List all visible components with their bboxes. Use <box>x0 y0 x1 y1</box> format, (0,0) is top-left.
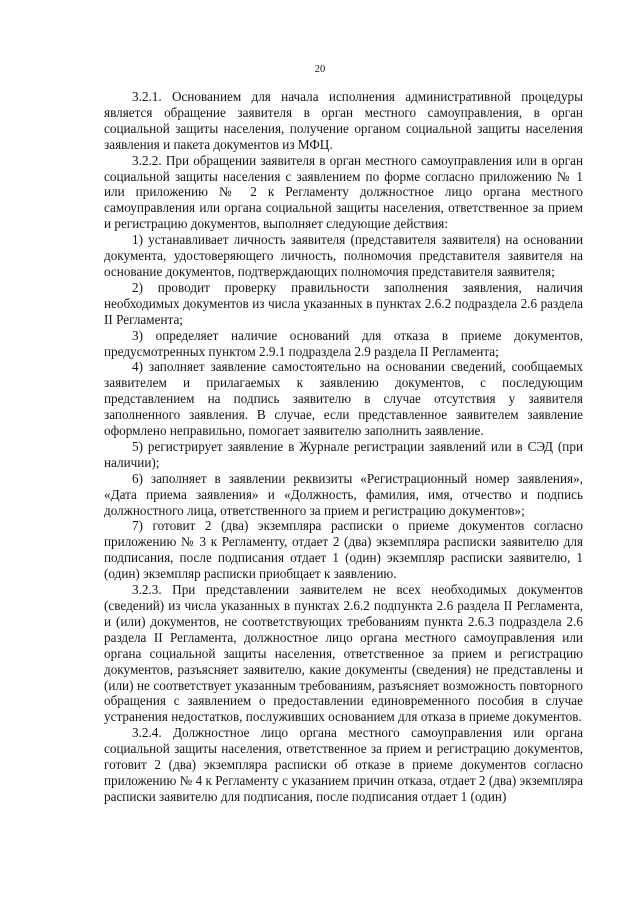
paragraph-3-2-3: 3.2.3. При представлении заявителем не всех необходимых документов (сведений) из числа указанных в пунктах 2.6.2 подпункта 2.6 раздела II Регламента, и (или) документов, не соответствующих требованиям пункта 2.6.3 подраздела 2.6 раздела II Регламента, должностное лицо органа местного самоуправления или органа социальной защиты населения, ответственное за прием и регистрацию документов, разъясняет заявителю, какие документы (сведения) не представлены и (или) не соответствует указанным требованиям, разъясняет возможность повторного обращения с заявлением о предоставлении единовременного пособия в случае устранения недостатков, послуживших основанием для отказа в приеме документов. <box>104 582 583 725</box>
paragraph-3-2-4: 3.2.4. Должностное лицо органа местного самоуправления или органа социальной защиты населения, ответственное за прием и регистрацию документов, готовит 2 (два) экземпляра расписки об отказе в приеме документов согласно приложению № 4 к Регламенту с указанием причин отказа, отдает 2 (два) экземпляра расписки заявителю для подписания, после подписания отдает 1 (один) <box>104 725 583 804</box>
list-item-7: 7) готовит 2 (два) экземпляра расписки о приеме документов согласно приложению № 3 к Регламенту, отдает 2 (два) экземпляра расписки заявителю для подписания, после подписания отдает 1 (один) экземпляр расписки заявителю, 1 (один) экземпляр расписки приобщает к заявлению. <box>104 518 583 582</box>
paragraph-3-2-2: 3.2.2. При обращении заявителя в орган местного самоуправления или в орган социальной защиты населения с заявлением по форме согласно приложению № 1 или приложению № 2 к Регламенту должностное лицо органа местного самоуправления или органа социальной защиты населения, ответственное за прием и регистрацию документов, выполняет следующие действия: <box>104 152 583 232</box>
list-item-2: 2) проводит проверку правильности заполнения заявления, наличия необходимых документов из числа указанных в пунктах 2.6.2 подраздела 2.6 раздела II Регламента; <box>104 279 583 327</box>
list-item-4: 4) заполняет заявление самостоятельно на основании сведений, сообщаемых заявителем и прилагаемых к заявлению документов, с последующим представлением на подпись заявителю в случае отсутствия у заявителя заполненного заявления. В случае, если представленное заявителем заявление оформлено неправильно, помогает заявителю заполнить заявление. <box>104 359 583 439</box>
document-body <box>104 89 583 805</box>
page-number: 20 <box>314 64 326 75</box>
paragraph-3-2-1: 3.2.1. Основанием для начала исполнения административной процедуры является обращение заявителя в орган местного самоуправления, в орган социальной защиты населения, получение органом социальной защиты населения заявления и пакета документов из МФЦ. <box>104 89 583 152</box>
list-item-5: 5) регистрирует заявление в Журнале регистрации заявлений или в СЭД (при наличии); <box>104 438 583 470</box>
list-item-3: 3) определяет наличие оснований для отказа в приеме документов, предусмотренных пунктом 2.9.1 подраздела 2.9 раздела II Регламента; <box>104 327 583 359</box>
list-item-6: 6) заполняет в заявлении реквизиты «Регистрационный номер заявления», «Дата приема заявления» и «Должность, фамилия, имя, отчество и подпись должностного лица, ответственного за прием и регистрацию документов»; <box>104 470 583 518</box>
list-item-1: 1) устанавливает личность заявителя (представителя заявителя) на основании документа, удостоверяющего личность, полномочия представителя заявителя на основание документов, подтверждающих полномочия представителя заявителя; <box>104 232 583 279</box>
